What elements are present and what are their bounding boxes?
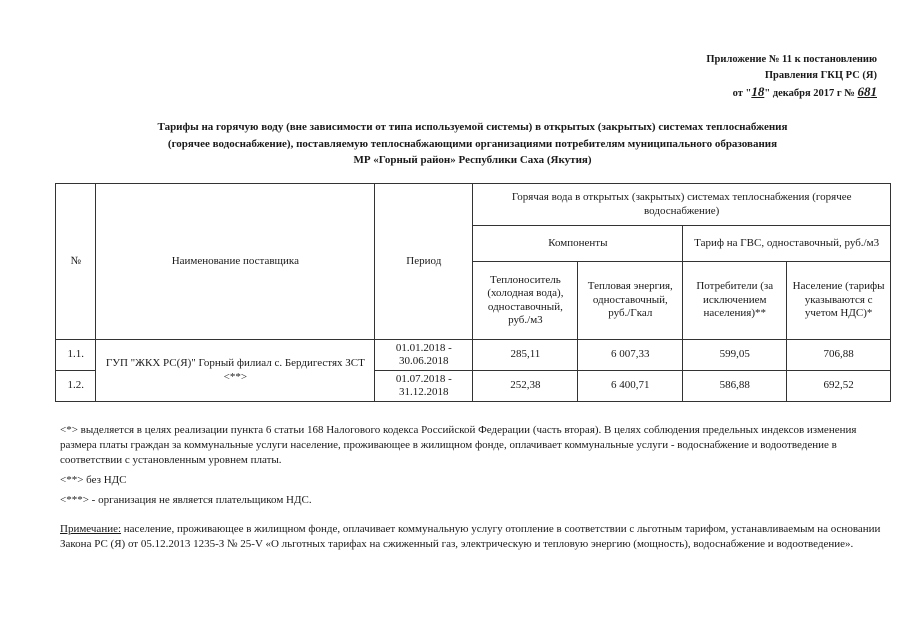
remark: [60, 522, 881, 552]
footnotes: [60, 423, 881, 552]
title-line-3: МР «Горный район» Республики Саха (Якутия): [353, 154, 592, 166]
footnote-no-vat: <**> без НДС: [60, 474, 127, 486]
remark-label: Примечание:: [60, 523, 122, 535]
title-line-2: (горячее водоснабжение), поставляемую теплоснабжающими организациями потребителям муниципального образования: [167, 137, 778, 150]
row-number: 1.2.: [56, 371, 96, 402]
header-population: Население (тарифы указываются с учетом НДС)*: [787, 262, 891, 340]
header-period: Период: [375, 184, 473, 340]
row-population: 706,88: [787, 340, 891, 371]
row-period: 01.07.2018 - 31.12.2018: [375, 371, 473, 402]
row-coolant: 285,11: [473, 340, 578, 371]
document-number: 681: [857, 84, 877, 99]
date-day: 18: [751, 84, 765, 99]
remark-text: население, проживающее в жилищном фонде, оплачивает коммунальную услугу отопление в соответствии с льготным тарифом, устанавливаемым на основании Закона РС (Я) от 05.12.2013 1235-З № 25-V «О льготных тарифах на сжиженный газ, электрическую и тепловую энергию (мощность), водоснабжение и водоотведение».: [60, 523, 881, 550]
header-hot-water: Горячая вода в открытых (закрытых) системах теплоснабжения (горячее водоснабжение): [473, 184, 891, 226]
document-title: [60, 119, 885, 169]
appendix-authority: Правления ГКЦ РС (Я): [764, 70, 877, 81]
date-middle: " декабря 2017 г №: [764, 88, 855, 99]
header-supplier: Наименование поставщика: [96, 184, 375, 340]
row-energy: 6 400,71: [578, 371, 683, 402]
header-number: №: [56, 184, 96, 340]
row-energy: 6 007,33: [578, 340, 683, 371]
header-tariff: Тариф на ГВС, одноставочный, руб./м3: [683, 226, 891, 262]
header-coolant: Теплоноситель (холодная вода), одноставочный, руб./м3: [473, 262, 578, 340]
header-heat-energy: Тепловая энергия, одноставочный, руб./Гкал: [578, 262, 683, 340]
date-prefix: от ": [732, 88, 752, 99]
supplier-name: ГУП "ЖКХ РС(Я)" Горный филиал с. Бердигестях ЗСТ <**>: [96, 340, 375, 402]
appendix-line: Приложение № 11 к постановлению: [706, 54, 877, 65]
row-consumers: 599,05: [683, 340, 787, 371]
row-population: 692,52: [787, 371, 891, 402]
header-consumers: Потребители (за исключением населения)**: [683, 262, 787, 340]
row-coolant: 252,38: [473, 371, 578, 402]
title-line-1: Тарифы на горячую воду (вне зависимости от типа используемой системы) в открытых (закрытых) системах теплоснабжения: [157, 121, 788, 133]
row-consumers: 586,88: [683, 371, 787, 402]
footnote-vat: <*> выделяется в целях реализации пункта 6 статьи 168 Налогового кодекса Российской Федерации (часть вторая). В целях соблюдения предельных индексов изменения размера платы граждан за коммунальные услуги население, проживающее в жилищном фонде, оплачивает коммунальные услуги - водоснабжение и водоотведение в соответствии с установленным уровнем платы.: [60, 424, 857, 466]
appendix-date: [706, 84, 877, 102]
footnote-not-payer: <***> - организация не является плательщиком НДС.: [60, 494, 312, 506]
row-period: 01.01.2018 - 30.06.2018: [375, 340, 473, 371]
appendix-header: [706, 52, 877, 102]
tariff-table: [55, 183, 891, 402]
header-components: Компоненты: [473, 226, 683, 262]
table-row: [56, 340, 891, 371]
row-number: 1.1.: [56, 340, 96, 371]
